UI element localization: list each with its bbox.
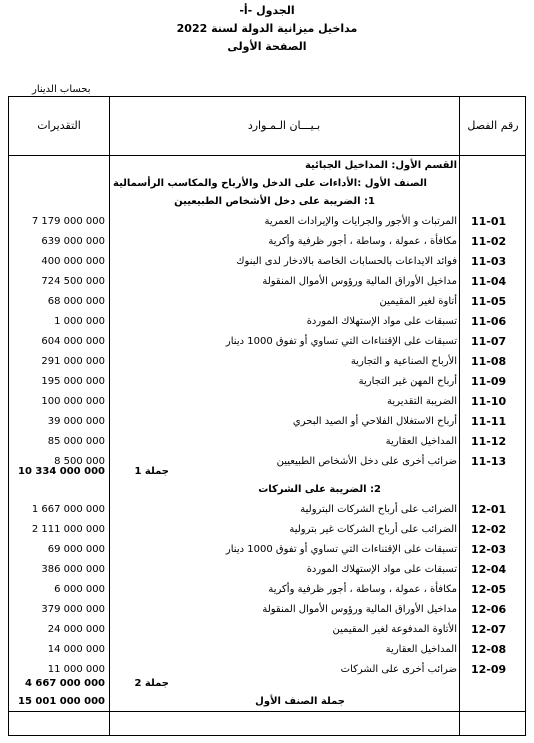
table-row <box>9 521 525 539</box>
resource-description: الضرائب على أرباح الشركات غير بترولية <box>289 524 457 535</box>
estimate-amount: 39 000 000 <box>47 416 105 427</box>
table-row <box>9 581 525 599</box>
estimate-amount: 1 000 000 <box>54 316 105 327</box>
estimate-amount: 386 000 000 <box>41 564 105 575</box>
page-label: الصفحة الأولى <box>227 40 307 53</box>
resource-description: ضرائب أخرى على الشركات <box>340 664 457 675</box>
chapter-code: 12-07 <box>471 623 507 636</box>
table-row <box>9 233 525 251</box>
table-row <box>9 641 525 659</box>
resource-description: مداخيل الأوراق المالية ورؤوس الأموال المنقولة <box>262 276 457 287</box>
table-row <box>9 561 525 579</box>
resource-description: مداخيل الأوراق المالية ورؤوس الأموال المنقولة <box>262 604 457 615</box>
grand-total-row <box>9 693 525 711</box>
col-header-chapter: رقم الفصل <box>467 119 519 132</box>
resource-description: المداخيل العقارية <box>385 436 457 447</box>
chapter-code: 12-06 <box>471 603 507 616</box>
chapter-code: 12-04 <box>471 563 507 576</box>
table-row <box>9 213 525 231</box>
resource-description: تسبقات على الإقتناءات التي تساوي أو تفوق 1000 دينار <box>225 336 457 347</box>
chapter-code: 12-02 <box>471 523 507 536</box>
budget-table <box>8 96 526 736</box>
estimate-amount: 1 667 000 000 <box>31 504 105 515</box>
estimate-amount: 69 000 000 <box>47 544 105 555</box>
resource-description: الضرائب على أرباح الشركات البترولية <box>300 504 457 515</box>
group-1-title: 1: الضريبة على دخل الأشخاص الطبيعيين <box>174 196 375 207</box>
estimate-amount: 6 000 000 <box>54 584 105 595</box>
chapter-code: 11-07 <box>471 335 507 348</box>
chapter-code: 11-11 <box>471 415 507 428</box>
resource-description: فوائد الايداعات بالحسابات الخاصة بالادخار لدى البنوك <box>236 256 457 267</box>
estimate-amount: 400 000 000 <box>41 256 105 267</box>
chapter-code: 11-03 <box>471 255 507 268</box>
estimate-amount: 604 000 000 <box>41 336 105 347</box>
table-row <box>9 253 525 271</box>
table-row <box>9 293 525 311</box>
chapter-code: 11-02 <box>471 235 507 248</box>
table-row <box>9 433 525 451</box>
table-row <box>9 621 525 639</box>
resource-description: مكافأة ، عمولة ، وساطة ، أجور ظرفية وأكرية <box>268 236 457 247</box>
estimate-amount: 100 000 000 <box>41 396 105 407</box>
group-2-total-row <box>9 675 525 693</box>
group-2-title: 2: الضريبة على الشركات <box>258 484 381 495</box>
group-1-total-row <box>9 463 525 481</box>
estimate-amount: 14 000 000 <box>47 644 105 655</box>
resource-description: المداخيل العقارية <box>385 644 457 655</box>
chapter-code: 12-08 <box>471 643 507 656</box>
resource-description: الأرباح الصناعية و التجارية <box>350 356 457 367</box>
table-row <box>9 601 525 619</box>
chapter-code: 11-09 <box>471 375 507 388</box>
resource-description: أرباح الاستغلال الفلاحي أو الصيد البحري <box>292 416 457 427</box>
unit-label: بحساب الدينار <box>32 84 91 95</box>
table-label: الجدول -أ- <box>239 4 295 17</box>
table-row <box>9 501 525 519</box>
chapter-code: 11-13 <box>471 455 507 468</box>
estimate-amount: 8 500 000 <box>54 456 105 467</box>
resource-description: أتاوة لغير المقيمين <box>379 296 457 307</box>
estimate-amount: 85 000 000 <box>47 436 105 447</box>
group-1-total-amount: 10 334 000 000 <box>18 466 105 477</box>
section-title: القسم الأول: المداخيل الجبائية <box>304 160 457 171</box>
group-2-total-label: جملة 2 <box>134 678 169 689</box>
estimate-amount: 639 000 000 <box>41 236 105 247</box>
chapter-code: 11-05 <box>471 295 507 308</box>
chapter-code: 11-08 <box>471 355 507 368</box>
resource-description: المرتبات و الأجور والجرايات والإيرادات العمرية <box>264 216 457 227</box>
estimate-amount: 24 000 000 <box>47 624 105 635</box>
chapter-code: 11-01 <box>471 215 507 228</box>
table-row <box>9 413 525 431</box>
estimate-amount: 195 000 000 <box>41 376 105 387</box>
chapter-code: 11-04 <box>471 275 507 288</box>
chapter-code: 12-01 <box>471 503 507 516</box>
estimate-amount: 2 111 000 000 <box>31 524 105 535</box>
col-header-estimates: التقديرات <box>37 119 81 132</box>
chapter-code: 12-05 <box>471 583 507 596</box>
table-row <box>9 333 525 351</box>
table-row <box>9 273 525 291</box>
estimate-amount: 11 000 000 <box>47 664 105 675</box>
resource-description: أرباح المهن غير التجارية <box>358 376 457 387</box>
resource-description: ضرائب أخرى على دخل الأشخاص الطبيعيين <box>276 456 457 467</box>
category-title: الصنف الأول :الأداءات على الدخل والأرباح والمكاسب الرأسمالية <box>113 178 427 189</box>
resource-description: تسبقات على مواد الإستهلاك الموردة <box>306 316 457 327</box>
resource-description: تسبقات على مواد الإستهلاك الموردة <box>306 564 457 575</box>
chapter-code: 12-09 <box>471 663 507 676</box>
table-row <box>9 353 525 371</box>
resource-description: الضريبة التقديرية <box>387 396 457 407</box>
col-header-description: بـيـــان الـمـوارد <box>247 119 321 132</box>
chapter-code: 11-06 <box>471 315 507 328</box>
estimate-amount: 68 000 000 <box>47 296 105 307</box>
chapter-code: 11-10 <box>471 395 507 408</box>
group-1-total-label: جملة 1 <box>134 466 169 477</box>
estimate-amount: 7 179 000 000 <box>31 216 105 227</box>
grand-total-label: جملة الصنف الأول <box>255 696 345 707</box>
group-2-total-amount: 4 667 000 000 <box>24 678 105 689</box>
resource-description: تسبقات على الإقتناءات التي تساوي أو تفوق 1000 دينار <box>225 544 457 555</box>
table-row <box>9 373 525 391</box>
chapter-code: 12-03 <box>471 543 507 556</box>
document-title: مداخيل ميزانية الدولة لسنة 2022 <box>176 22 358 35</box>
table-row <box>9 313 525 331</box>
resource-description: مكافأة ، عمولة ، وساطة ، أجور ظرفية وأكرية <box>268 584 457 595</box>
chapter-code: 11-12 <box>471 435 507 448</box>
estimate-amount: 379 000 000 <box>41 604 105 615</box>
grand-total-amount: 15 001 000 000 <box>18 696 105 707</box>
table-row <box>9 393 525 411</box>
table-row <box>9 541 525 559</box>
resource-description: الأتاوة المدفوعة لغير المقيمين <box>332 624 457 635</box>
estimate-amount: 291 000 000 <box>41 356 105 367</box>
estimate-amount: 724 500 000 <box>41 276 105 287</box>
